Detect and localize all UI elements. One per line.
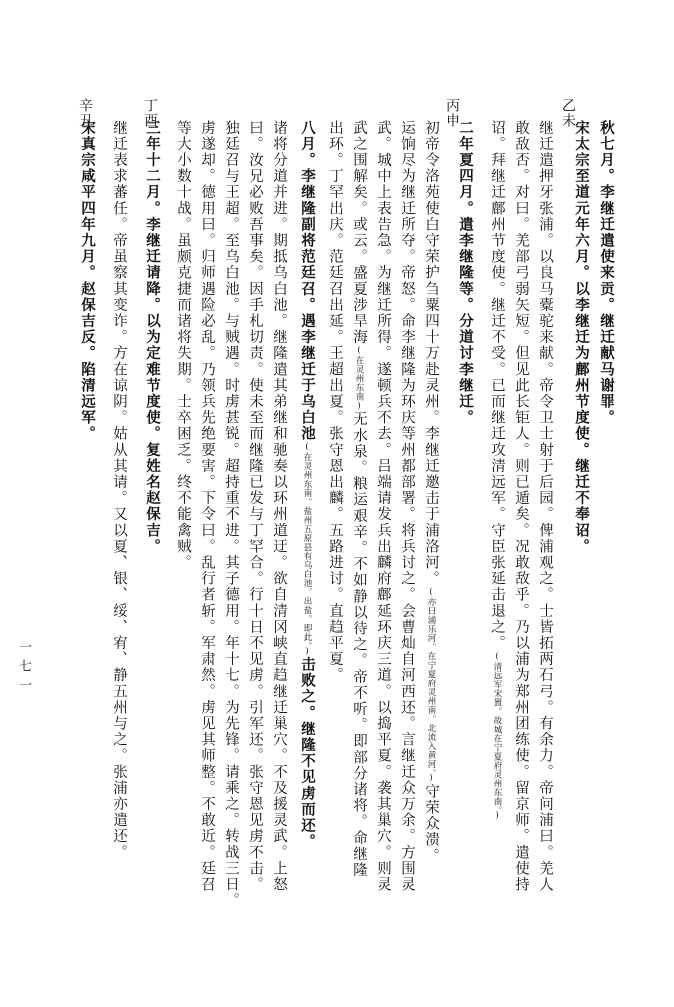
text-segment: 无水泉。粮运艰辛。不如静以待之。帝不听。即部分诸将。命继隆 [351,411,367,879]
text-column: 继迁表求蕃任。帝虽察其变诈。方在谅阴。姑从其请。又以夏、银、绥、宥、静五州与之。张浦亦遣还。 [111,120,127,861]
heading-eighth-month [296,120,318,850]
ganzhi-bing-shen: 丙申 [444,98,460,128]
text-column: 继迁遣押牙张浦。以良马橐驼来献。帝令卫士射于后园。俾浦观之。士皆拓两石弓。有余力。帝问浦曰。羌人 [537,120,553,893]
annotation-note: (清远军宋置。故城在宁夏府灵州东南。) [492,651,502,822]
heading-second-year-summer: 二年夏四月。遣李继隆等。分道讨李继迁。 [457,120,474,426]
text-column: 运饷尽为继迁所夺。帝怒。命李继隆为环庆等州都部署。将兵讨之。会曹灿自河西还。言继迁众万余。方围灵 [399,120,415,893]
annotation-note: (在灵州东南) [354,345,364,412]
annotation-note: (亦曰浦乐河。在宁夏府灵州南。北流入黄河。) [426,586,436,784]
text-column: 虏遂却。德用曰。归师遇险必乱。乃领兵先绝要害。下令曰。乱行者斩。军肃然。虏见其师整。不敢近。廷召 [199,120,215,893]
heading-xianping-fourth-year: 宋真宗咸平四年九月。赵保吉反。陷清远军。 [79,120,96,442]
text-segment: 八月。李继隆副将范廷召。遇李继迁于乌白池 [299,120,316,442]
text-column [420,120,441,864]
text-column: 等大小数十战。虽颇克捷而诸将失期。士卒困乏。终不能禽贼。 [175,120,191,571]
text-column: 曰。汝兄必败吾事矣。因手札切责。使未至而继隆已发与丁罕合。行十日不见虏。引军还。张守恩见虏不击。 [247,120,263,893]
ganzhi-yi-wei: 乙未 [560,98,576,128]
text-column: 武。城中上表告急。为继迁所得。遂顿兵不去。吕端请发兵出麟府鄜延环庆三道。以捣平夏。袭其巢穴。则灵 [375,120,391,893]
text-segment: 武之围解矣。或云。盛夏涉旱海 [351,120,367,346]
heading-third-year-twelfth-month: 三年十二月。李继迁请降。以为定难节度使。复姓名赵保吉。 [144,120,161,555]
ganzhi-xin-chou: 辛丑 [77,98,93,128]
text-segment: 初帝令洛苑使白守荣护刍粟四十万赴灵州。李继迁邀击于浦洛河。 [423,120,439,587]
text-column: 独廷召与王超。至乌白池。与贼遇。时虏甚锐。超持重不进。其子德用。年十七。为先锋。请乘之。转战三日。 [223,120,239,909]
text-column [486,120,507,821]
heading-autumn-seventh-month: 秋七月。李继迁遣使来贡。继迁献马谢罪。 [598,120,615,426]
ganzhi-ding-you: 丁酉 [142,98,158,128]
text-segment: 击败之。继隆不见虏而还。 [299,656,316,850]
text-segment: 诏。拜继迁鄜州节度使。继迁不受。已而继迁攻清远军。守臣张延击退之。 [489,120,505,652]
text-column [348,120,369,878]
annotation-note: (在灵州东南。盐州五原县有乌白池。出盐。即此。) [302,442,312,657]
text-column: 敢敌否。对曰。羌部弓弱矢短。但见此长钜人。则已遁矣。况敢敌乎。乃以浦为郑州团练使。留京师。遣使持 [513,120,529,893]
text-column: 诸将分道并进。期抵乌白池。继隆遣其弟继和驰奏以环州道迂。欲自清冈峡直趋继迁巢穴。不及援灵武。上怒 [271,120,287,893]
text-segment: 守荣众溃。 [423,783,439,865]
text-column: 出环。丁罕出庆。范廷召出延。王超出夏。张守恩出麟。五路进讨。直趋平夏。 [327,120,343,684]
heading-zhidao-first-year: 宋太宗至道元年六月。以李继迁为鄜州节度使。继迁不奉诏。 [573,120,590,555]
page-number: 一七一 [16,640,31,697]
